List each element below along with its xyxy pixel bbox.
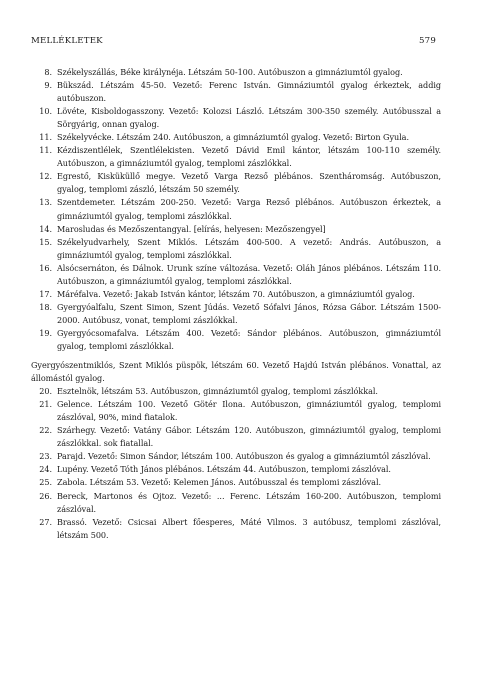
- list-item: [31, 450, 441, 463]
- item-number: 8.: [44, 67, 52, 77]
- item-number: 11.: [39, 132, 52, 143]
- list-item: [31, 236, 441, 262]
- item-number: 15.: [39, 236, 52, 247]
- list-item: [31, 424, 441, 450]
- page-number: 579: [418, 36, 436, 46]
- item-text: Lupény. Vezető Tóth János plébános. Létszám 44. Autóbuszon, templomi zászlóval.: [57, 464, 391, 475]
- item-number: 14.: [39, 223, 52, 234]
- list-item: [31, 288, 441, 301]
- item-text: Máréfalva. Vezető: Jakab István kántor, létszám 70. Autóbuszon, a gimnáziumtól gyalog.: [57, 288, 415, 299]
- running-header: [31, 36, 436, 50]
- list-item: [31, 385, 441, 398]
- item-text: Szentdemeter. Létszám 200-250. Vezető: Varga Rezső plébános. Autóbuszon érkeztek, a gimnáziumtól gyalog, templomi zászlókkal.: [57, 197, 441, 221]
- list-item: [31, 398, 441, 424]
- section-title: MELLÉKLETEK: [31, 36, 103, 46]
- item-number: 22.: [39, 425, 52, 436]
- item-text: Gyergyóalfalu, Szent Simon, Szent Júdás. Vezető Sófalvi János, Rózsa Gábor. Létszám 1500-2000. Autóbusz, vonat, templomi zászlókkal.: [57, 301, 441, 325]
- item-text: Lövéte, Kisboldogasszony. Vezető: Kolozsi László. Létszám 300-350 személy. Autóbusszal a Sörgyárig, onnan gyalog.: [57, 106, 441, 130]
- item-text: Székelyszállás, Béke királynéja. Létszám 50-100. Autóbuszon a gimnáziumtól gyalog.: [57, 67, 403, 77]
- page-content: [31, 66, 441, 542]
- item-number: 20.: [39, 386, 52, 397]
- list-item: [31, 170, 441, 196]
- item-number: 25.: [39, 477, 52, 488]
- item-number: 26.: [39, 490, 52, 501]
- item-text: Brassó. Vezető: Csicsai Albert főesperes, Máté Vilmos. 3 autóbusz, templomi zászlóval, létszám 500.: [57, 516, 441, 540]
- list-item: [31, 516, 441, 542]
- list-item: [31, 463, 441, 476]
- item-number: 24.: [39, 464, 52, 475]
- list-item: [31, 490, 441, 516]
- list-item: [31, 105, 441, 131]
- list-item: [31, 131, 441, 144]
- item-number: 19.: [39, 327, 52, 338]
- item-number: 12.: [39, 171, 52, 182]
- item-number: 13.: [39, 197, 52, 208]
- numbered-list-1: [31, 66, 441, 353]
- item-text: Gelence. Létszám 100. Vezető Götér Ilona. Autóbuszon, gimnáziumtól gyalog, templomi zászlóval, 90%, mind fiatalok.: [57, 399, 441, 423]
- item-number: 18.: [39, 301, 52, 312]
- item-text: Alsócsernáton, és Dálnok. Urunk színe változása. Vezető: Oláh János plébános. Létszám 110. Autóbuszon, a gimnáziumtól gyalog, templomi zászlókkal.: [57, 262, 441, 286]
- list-item: [31, 262, 441, 288]
- item-number: 10.: [39, 106, 52, 117]
- unnumbered-paragraph: Gyergyószentmiklós, Szent Miklós püspök, létszám 60. Vezető Hajdú István plébános. Vonattal, az állomástól gyalog.: [31, 360, 441, 384]
- item-text: Székelyudvarhely, Szent Miklós. Létszám 400-500. A vezető: András. Autóbuszon, a gimnáziumtól gyalog, templomi zászlókkal.: [57, 236, 441, 260]
- item-number: 9.: [44, 80, 52, 91]
- list-item: [31, 66, 441, 79]
- item-text: Egrestő, Kisküküllő megye. Vezető Varga Rezső plébános. Szentháromság. Autóbuszon, gyalog, templomi zászló, létszám 50 személy.: [57, 171, 441, 195]
- item-number: 23.: [39, 451, 52, 462]
- list-item: [31, 223, 441, 236]
- item-number: 11.: [39, 145, 52, 156]
- item-number: 21.: [39, 399, 52, 410]
- item-text: Parajd. Vezető: Simon Sándor, létszám 100. Autóbuszon és gyalog a gimnáziumtól zászlóval.: [57, 451, 431, 462]
- item-text: Marosludas és Mezőszentangyal. [elírás, helyesen: Mezőszengyel]: [57, 223, 326, 234]
- item-text: Bükszád. Létszám 45-50. Vezető: Ferenc István. Gimnáziumtól gyalog érkeztek, addig autóbuszon.: [57, 80, 441, 104]
- list-item: [31, 79, 441, 105]
- list-item: [31, 301, 441, 327]
- item-number: 16.: [39, 262, 52, 273]
- list-item: [31, 476, 441, 489]
- list-item: [31, 327, 441, 353]
- item-text: Esztelnök, létszám 53. Autóbuszon, gimnáziumtól gyalog, templomi zászlókkal.: [57, 386, 378, 397]
- item-text: Szárhegy. Vezető: Vatány Gábor. Létszám 120. Autóbuszon, gimnáziumtól gyalog, templomi zászlókkal. sok fiatallal.: [57, 425, 441, 449]
- item-text: Gyergyócsomafalva. Létszám 400. Vezető: Sándor plébános. Autóbuszon, gimnáziumtól gyalog, templomi zászlókkal.: [57, 327, 441, 351]
- numbered-list-2: [31, 385, 441, 542]
- item-number: 17.: [39, 288, 52, 299]
- list-item: [31, 144, 441, 170]
- item-text: Kézdiszentlélek, Szentlélekisten. Vezető Dávid Emil kántor, létszám 100-110 személy. Autóbuszon, a gimnáziumtól gyalog, templomi zászlókkal.: [57, 145, 441, 169]
- item-text: Bereck, Martonos és Ojtoz. Vezető: ... Ferenc. Létszám 160-200. Autóbuszon, templomi zászlóval.: [57, 490, 441, 514]
- item-text: Zabola. Létszám 53. Vezető: Kelemen János. Autóbusszal és templomi zászlóval.: [57, 477, 382, 488]
- list-item: [31, 196, 441, 222]
- item-text: Székelyvécke. Létszám 240. Autóbuszon, a gimnáziumtól gyalog. Vezető: Birton Gyula.: [57, 132, 409, 143]
- item-number: 27.: [39, 516, 52, 527]
